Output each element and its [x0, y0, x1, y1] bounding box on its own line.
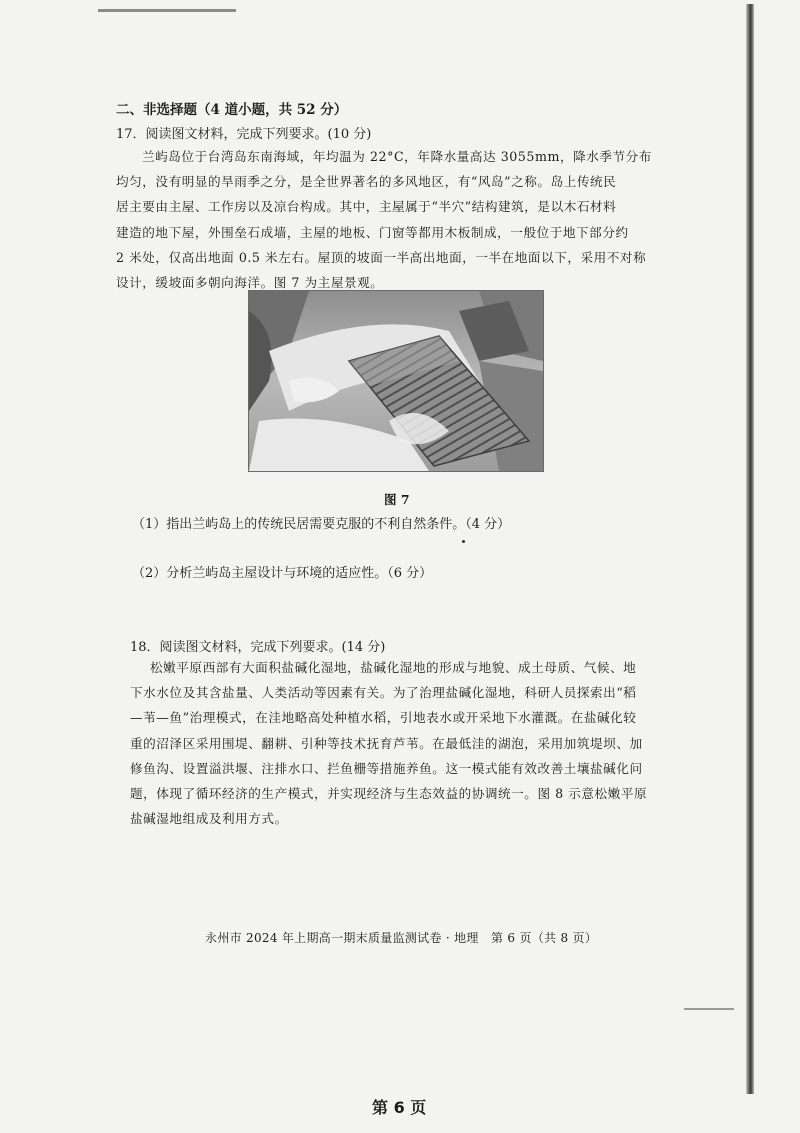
q17-line: 2 米处，仅高出地面 0.5 米左右。屋顶的坡面一半高出地面，一半在地面以下，采用不对称	[116, 249, 647, 265]
scan-binding-edge	[746, 4, 754, 1094]
q17-line: 居主要由主屋、工作房以及凉台构成。其中，主屋属于“半穴”结构建筑，是以木石材料	[116, 199, 617, 215]
q17-sub1: （1）指出兰屿岛上的传统民居需要克服的不利自然条件。（4 分）	[132, 517, 511, 532]
q18-line: 松嫩平原西部有大面积盐碱化湿地，盐碱化湿地的形成与地貌、成土母质、气候、地	[150, 660, 637, 675]
q17-title: 17．阅读图文材料，完成下列要求。(10 分)	[116, 127, 372, 142]
q18-line: 盐碱湿地组成及利用方式。	[130, 811, 288, 827]
q18-title: 18．阅读图文材料，完成下列要求。(14 分)	[130, 640, 386, 655]
q17-paragraph	[116, 144, 676, 295]
q17-sub2: （2）分析兰屿岛主屋设计与环境的适应性。（6 分）	[132, 566, 433, 581]
scan-smudge	[684, 1008, 734, 1010]
q18-line: —苇—鱼”治理模式，在洼地略高处种植水稻，引地表水或开采地下水灌溉。在盐碱化较	[130, 710, 637, 726]
q17-line: 建造的地下屋，外围垒石成墙，主屋的地板、门窗等都用木板制成，一般位于地下部分约	[116, 224, 629, 240]
q17-line: 设计，缓坡面多朝向海洋。图 7 为主屋景观。	[116, 275, 384, 291]
stray-dot	[462, 540, 465, 543]
q18-line: 重的沼泽区采用围堤、翻耕、引种等技术抚育芦苇。在最低洼的湖泡，采用加筑堤坝、加	[130, 735, 643, 751]
figure-7-photo	[248, 290, 544, 472]
figure-7-caption: 图 7	[384, 492, 410, 507]
q18-line: 题，体现了循环经济的生产模式，并实现经济与生态效益的协调统一。图 8 示意松嫩平原	[130, 786, 648, 802]
q18-line: 修鱼沟、设置溢洪堰、注排水口、拦鱼栅等措施养鱼。这一模式能有效改善土壤盐碱化问	[130, 760, 643, 776]
section-heading: 二、非选择题（4 道小题，共 52 分）	[116, 102, 348, 118]
page-number-label: 第 6 页	[372, 1098, 427, 1117]
house-roof-photo	[249, 291, 543, 471]
q17-line: 均匀，没有明显的旱雨季之分，是全世界著名的多风地区，有“风岛”之称。岛上传统民	[116, 174, 617, 190]
q18-line: 下水水位及其含盐量、人类活动等因素有关。为了治理盐碱化湿地，科研人员探索出“稻	[130, 685, 637, 701]
q18-paragraph	[130, 655, 670, 831]
scan-top-mark	[98, 9, 236, 12]
page-footer: 永州市 2024 年上期高一期末质量监测试卷 · 地理 第 6 页（共 8 页）	[205, 931, 598, 945]
q17-line: 兰屿岛位于台湾岛东南海域，年均温为 22°C，年降水量高达 3055mm，降水季节分布	[142, 149, 652, 164]
